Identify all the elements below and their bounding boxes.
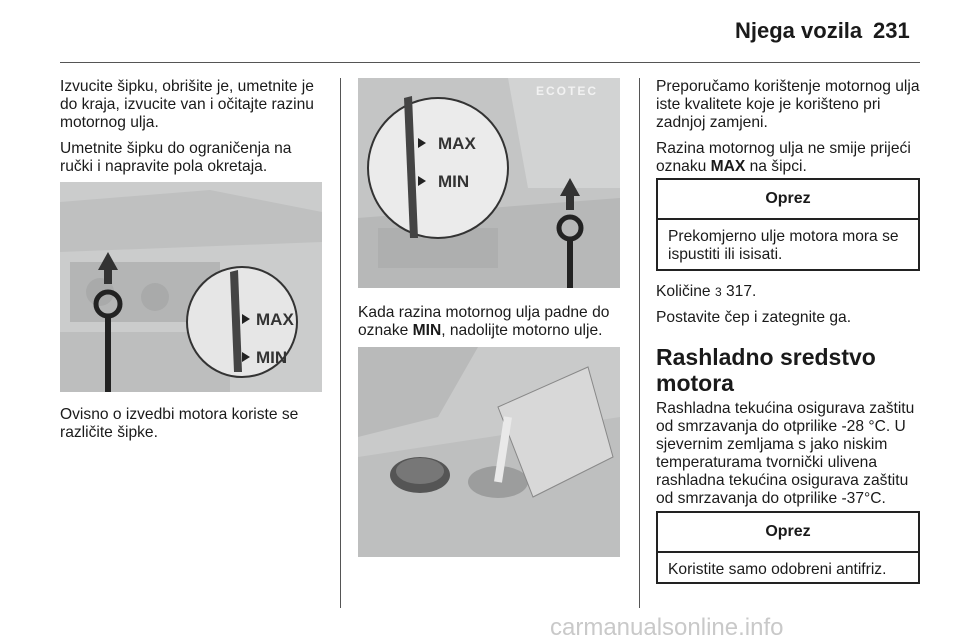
- column-1-text-top: [60, 78, 328, 184]
- text-segment: na šipci.: [745, 158, 807, 175]
- figure2-engine-label: ECOTEC: [536, 84, 599, 98]
- caution-title: Oprez: [658, 180, 918, 220]
- column-3-text-top: [656, 78, 922, 184]
- paragraph-cap: Postavite čep i zategnite ga.: [656, 309, 852, 326]
- paragraph-dipstick-insert: Umetnite šipku do ograničenja na ručki i napravite pola okretaja.: [60, 140, 292, 175]
- header-divider: [60, 62, 920, 63]
- caution-text: Koristite samo odobreni antifriz.: [668, 561, 887, 578]
- caution-box-oil: [656, 178, 920, 271]
- figure2-max-label: MAX: [438, 134, 476, 153]
- column-2-text: [358, 304, 630, 348]
- paragraph-dipstick-variants: Ovisno o izvedbi motora koriste se različite šipke.: [60, 406, 299, 441]
- column-3-text-coolant: [656, 400, 922, 516]
- watermark: carmanualsonline.info: [550, 614, 784, 641]
- page-reference: 317.: [721, 283, 757, 300]
- caution-text: Prekomjerno ulje motora mora se ispustiti ili isisati.: [668, 228, 899, 263]
- caution-box-coolant: [656, 511, 920, 584]
- text-segment: Količine: [656, 283, 715, 300]
- max-keyword: MAX: [710, 158, 746, 175]
- paragraph-add-oil: [358, 304, 630, 340]
- figure-oil-filling: [358, 347, 620, 557]
- page-number: 231: [873, 18, 910, 43]
- oil-filling-illustration: [358, 347, 620, 557]
- paragraph-coolant: Rashladna tekućina osigurava zaštitu od smrzavanja do otprilike -28 °C. U sjevernim zemljama s jako niskim temperaturama tvornički ulivena rashladna tekućina osigurava zaštitu od smrzavanja do otprilike -37°C.: [656, 400, 915, 507]
- column-divider-2: [639, 78, 640, 608]
- figure-dipstick-ecotec: [358, 78, 620, 288]
- figure2-min-label: MIN: [438, 172, 470, 191]
- paragraph-oil-quality: Preporučamo korištenje motornog ulja iste kvalitete koje je korišteno pri zadnjoj zamjeni.: [656, 78, 920, 131]
- column-1-text-bottom: [60, 406, 328, 450]
- figure-dipstick-engine: [60, 182, 322, 392]
- paragraph-quantities[interactable]: [656, 283, 922, 301]
- column-divider-1: [340, 78, 341, 608]
- page-header-title: Njega vozila: [735, 18, 863, 43]
- figure1-max-label: MAX: [256, 310, 294, 329]
- caution-title: Oprez: [658, 513, 918, 553]
- section-heading-coolant: Rashladno sredstvo motora: [656, 344, 876, 396]
- dipstick-illustration-2: [358, 78, 620, 288]
- figure1-min-label: MIN: [256, 348, 288, 367]
- text-segment: Kada razina motornog ulja padne do oznake: [358, 304, 610, 339]
- paragraph-oil-max: [656, 140, 922, 176]
- text-segment: , nadolijte motorno ulje.: [441, 322, 603, 339]
- min-keyword: MIN: [412, 322, 442, 339]
- page-reference-icon: 3: [714, 285, 722, 299]
- paragraph-dipstick-pull: Izvucite šipku, obrišite je, umetnite je do kraja, izvucite van i očitajte razinu motornog ulja.: [60, 78, 314, 131]
- column-3-text-mid: [656, 283, 922, 335]
- text-segment: Razina motornog ulja ne smije prijeći oznaku: [656, 140, 911, 175]
